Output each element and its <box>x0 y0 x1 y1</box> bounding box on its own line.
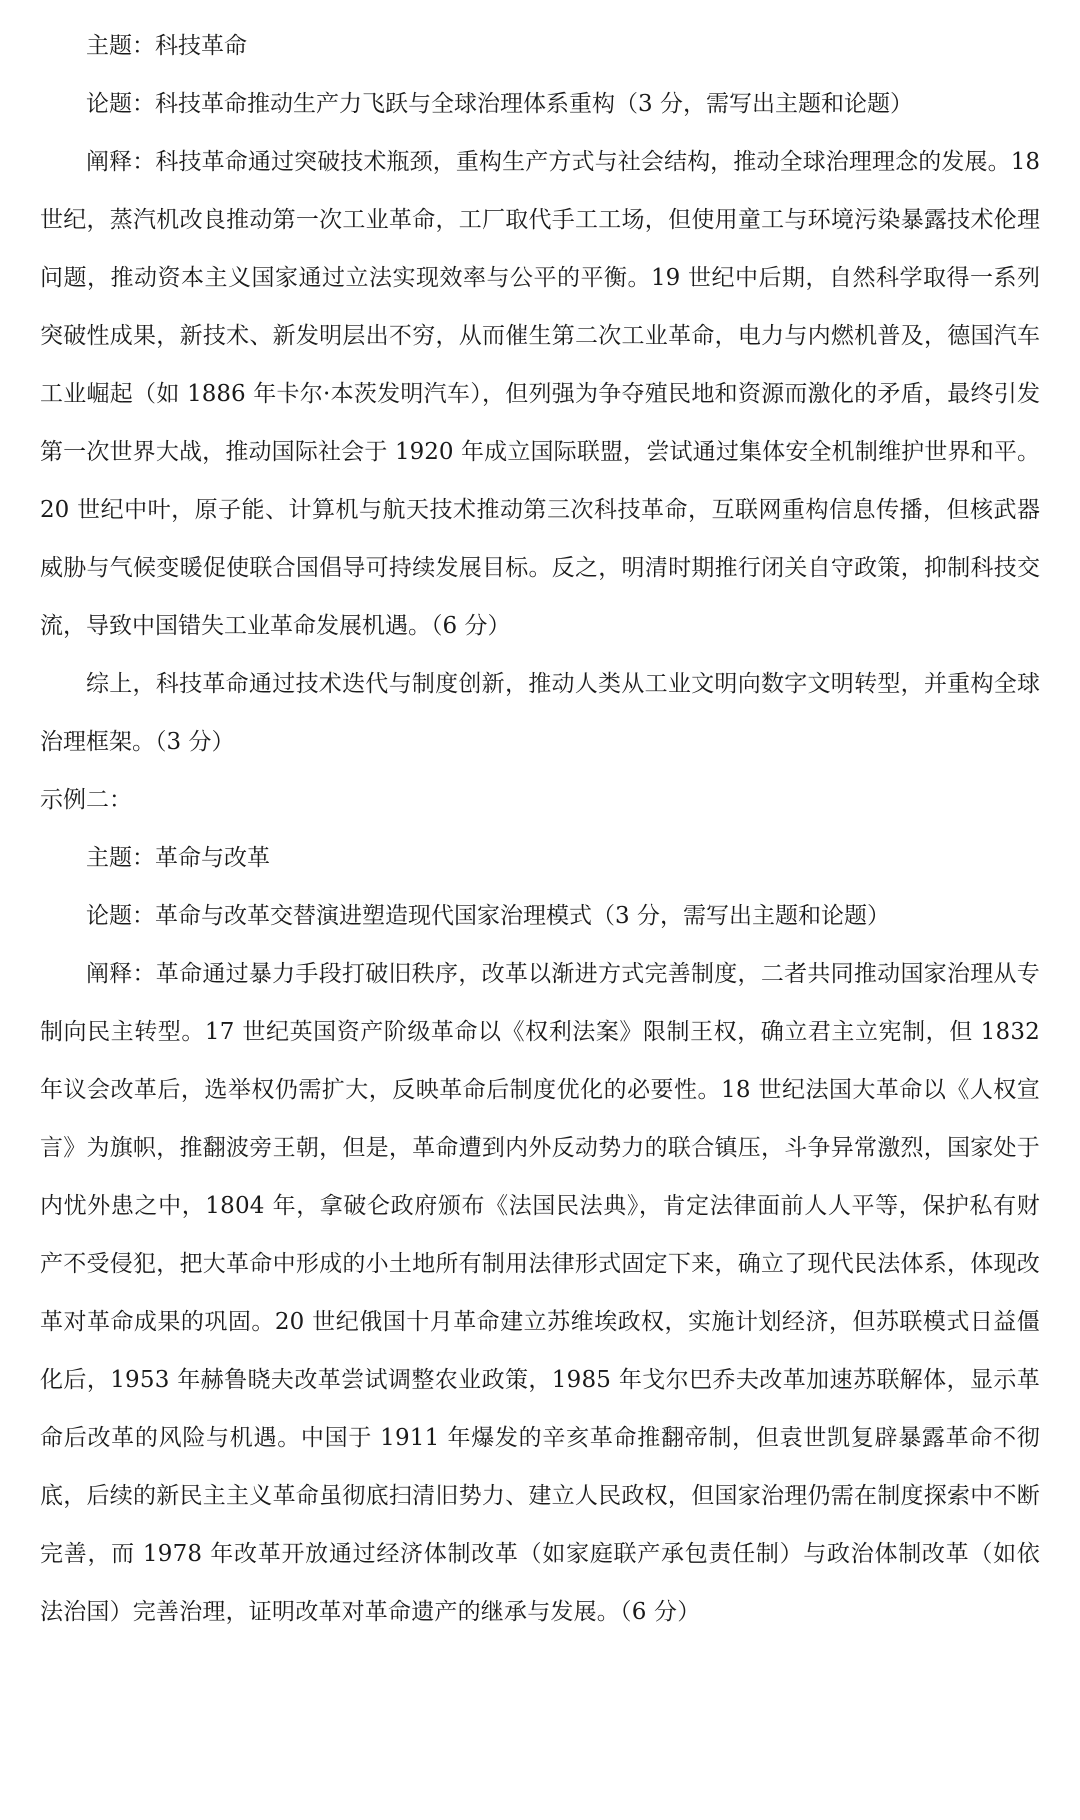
example-two-theme: 主题：革命与改革 <box>86 845 270 871</box>
example-one-thesis: 论题：科技革命推动生产力飞跃与全球治理体系重构（3 分，需写出主题和论题） <box>86 91 913 117</box>
example-one-theme: 主题：科技革命 <box>86 33 247 59</box>
example-two-thesis: 论题：革命与改革交替演进塑造现代国家治理模式（3 分，需写出主题和论题） <box>86 903 890 929</box>
example-two-elaboration: 阐释：革命通过暴力手段打破旧秩序，改革以渐进方式完善制度，二者共同推动国家治理从专制向民主转型。17 世纪英国资产阶级革命以《权利法案》限制王权，确立君主立宪制，但 1832 年议会改革后，选举权仍需扩大，反映革命后制度优化的必要性。18 世纪法国大革命以《人权宣言》为旗帜，推翻波旁王朝，但是，革命遭到内外反动势力的联合镇压，斗争异常激烈，国家处于内忧外患之中，1804 年，拿破仑政府颁布《法国民法典》，肯定法律面前人人平等，保护私有财产不受侵犯，把大革命中形成的小土地所有制用法律形式固定下来，确立了现代民法体系，体现改革对革命成果的巩固。20 世纪俄国十月革命建立苏维埃政权，实施计划经济，但苏联模式日益僵化后，1953 年赫鲁晓夫改革尝试调整农业政策，1985 年戈尔巴乔夫改革加速苏联解体，显示革命后改革的风险与机遇。中国于 1911 年爆发的辛亥革命推翻帝制，但袁世凯复辟暴露革命不彻底，后续的新民主主义革命虽彻底扫清旧势力、建立人民政权，但国家治理仍需在制度探索中不断完善，而 1978 年改革开放通过经济体制改革（如家庭联产承包责任制）与政治体制改革（如依法治国）完善治理，证明改革对革命遗产的继承与发展。（6 分） <box>40 961 1040 1625</box>
example-one-elaboration: 阐释：科技革命通过突破技术瓶颈，重构生产方式与社会结构，推动全球治理理念的发展。18 世纪，蒸汽机改良推动第一次工业革命，工厂取代手工工场，但使用童工与环境污染暴露技术伦理问题，推动资本主义国家通过立法实现效率与公平的平衡。19 世纪中后期，自然科学取得一系列突破性成果，新技术、新发明层出不穷，从而催生第二次工业革命，电力与内燃机普及，德国汽车工业崛起（如 1886 年卡尔·本茨发明汽车），但列强为争夺殖民地和资源而激化的矛盾，最终引发第一次世界大战，推动国际社会于 1920 年成立国际联盟，尝试通过集体安全机制维护世界和平。20 世纪中叶，原子能、计算机与航天技术推动第三次科技革命，互联网重构信息传播，但核武器威胁与气候变暖促使联合国倡导可持续发展目标。反之，明清时期推行闭关自守政策，抑制科技交流，导致中国错失工业革命发展机遇。（6 分） <box>40 149 1040 639</box>
example-two-heading: 示例二： <box>40 787 132 813</box>
example-one-conclusion: 综上，科技革命通过技术迭代与制度创新，推动人类从工业文明向数字文明转型，并重构全球治理框架。（3 分） <box>40 671 1040 755</box>
